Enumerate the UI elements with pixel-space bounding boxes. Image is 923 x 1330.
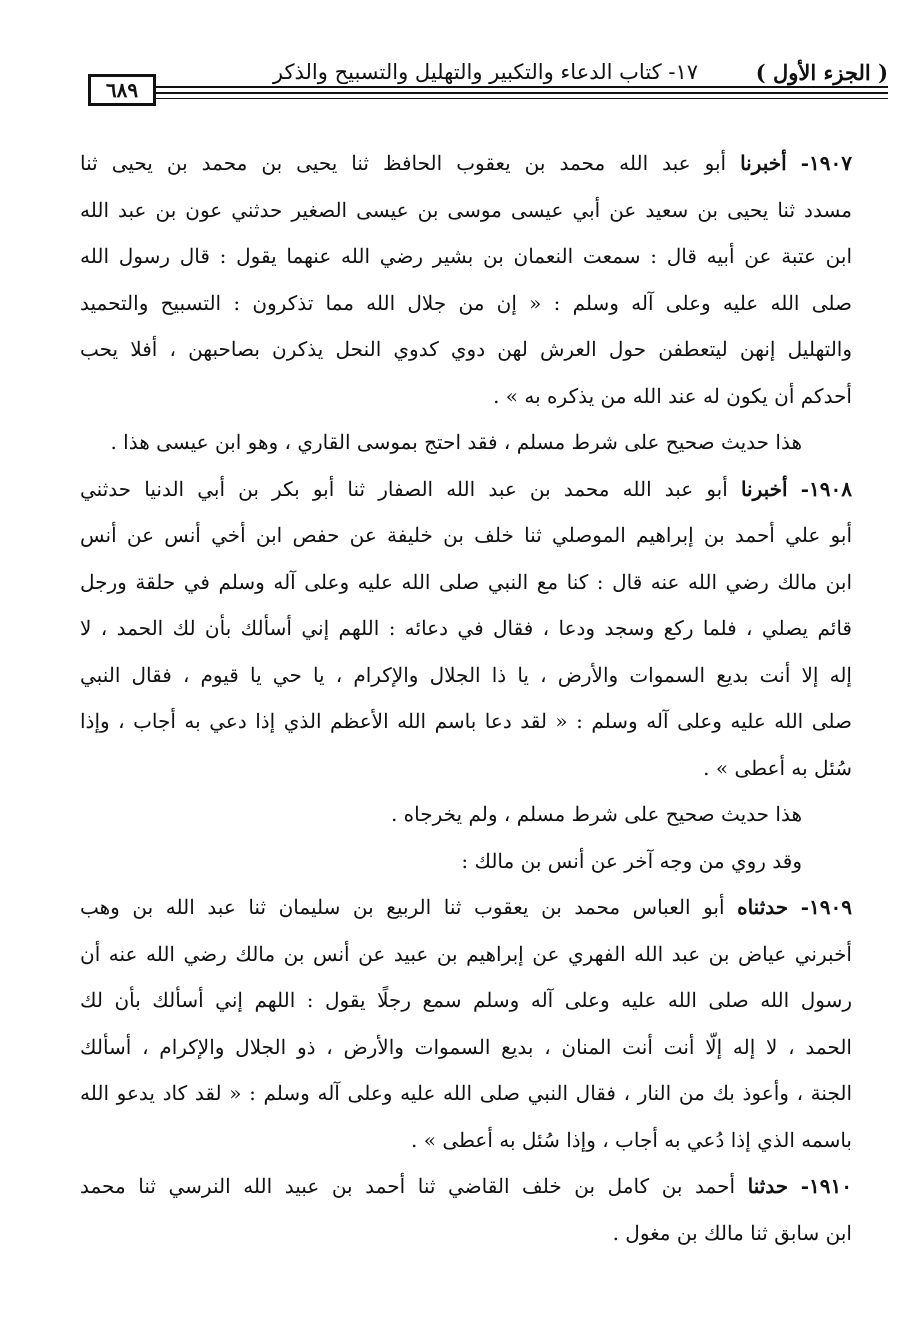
hadith-lead-word: حدثنا [747,1174,789,1198]
line-text: ابن سابق ثنا مالك بن مغول . [612,1220,852,1245]
hadith-lead-word: أخبرنا [740,151,787,175]
hadith-number: ١٩٠٧- [800,151,853,175]
text-line [80,280,852,327]
text-line [80,466,852,513]
text-line [80,140,852,187]
line-text: قائم يصلي ، فلما ركع وسجد ودعا ، فقال في دعائه : اللهم إني أسألك بأن لك الحمد ، لا [80,616,852,640]
text-line [80,187,852,234]
commentary-note: هذا حديث صحيح على شرط مسلم ، فقد احتج بموسى القاري ، وهو ابن عيسى هذا . [110,430,802,454]
line-text: أبو العباس محمد بن يعقوب ثنا الربيع بن سليمان ثنا عبد الله بن وهب [80,895,725,919]
line-text: أبو عبد الله محمد بن يعقوب الحافظ ثنا يحيى بن محمد بن يحيى ثنا [80,151,727,175]
line-text: رسول الله صلى الله عليه وعلى آله وسلم سمع رجلًا يقول : اللهم إني أسألك بأن لك [80,988,852,1012]
text-line [80,1070,852,1117]
hadith-number: ١٩٠٨- [800,476,852,501]
text-line [80,931,852,978]
text-line [80,512,852,559]
line-text: أخبرني عياض بن عبد الله الفهري عن إبراهيم بن عبيد عن أنس بن مالك رضي الله عنه أن [80,941,852,966]
line-text: والتهليل إنهن ليتعطفن حول العرش لهن دوي كدوي النحل يذكرن بصاحبهن ، أفلا يحب [80,337,853,361]
text-line [80,373,852,420]
text-line [80,1210,852,1257]
line-text: سُئل به أعطى » . [703,755,852,780]
line-text: مسدد ثنا يحيى بن سعيد عن أبي عيسى موسى بن عيسى الصغير حدثني عون بن عبد الله [80,197,852,222]
text-line [80,559,852,606]
hadith-lead-word: حدثناه [737,895,789,919]
page-header [88,58,888,118]
line-text: صلى الله عليه وعلى آله وسلم : « إن من جلال الله مما تذكرون : التسبيح والتحميد [80,290,852,315]
hadith-number: ١٩١٠- [800,1174,852,1198]
page-number: ٦٨٩ [88,74,156,106]
line-text: ابن عتبة عن أبيه قال : سمعت النعمان بن بشير رضي الله عنهما يقول : قال رسول الله [80,244,852,268]
header-rule [150,98,888,99]
volume-label: ( الجزء الأول ) [755,60,888,85]
main-text [80,140,852,1256]
text-line [80,1163,852,1210]
text-line [80,1117,852,1164]
line-text: صلى الله عليه وعلى آله وسلم : « لقد دعا باسم الله الأعظم الذي إذا دعي به أجاب ، وإذا [80,709,852,733]
commentary-note: هذا حديث صحيح على شرط مسلم ، ولم يخرجاه . [390,802,802,826]
text-line [80,698,852,745]
header-rule [150,92,888,94]
line-text: أبو عبد الله محمد بن عبد الله الصفار ثنا أبو بكر بن أبي الدنيا حدثني [80,476,728,501]
text-line [80,326,852,373]
text-line [80,233,852,280]
line-text: إله إلا أنت بديع السموات والأرض ، يا ذا الجلال والإكرام ، يا حي يا قيوم ، فقال النبي [80,662,852,687]
line-text: أحمد بن كامل بن خلف القاضي ثنا أحمد بن عبيد الله النرسي ثنا محمد [80,1174,736,1198]
text-line [80,652,852,699]
text-line [80,884,852,931]
line-text: أحدكم أن يكون له عند الله من يذكره به » . [493,383,852,408]
commentary-note: وقد روي من وجه آخر عن أنس بن مالك : [461,848,802,873]
text-line [80,605,852,652]
line-text: الجنة ، وأعوذ بك من النار ، فقال النبي صلى الله عليه وعلى آله وسلم : « لقد كاد يدعو الله [80,1081,852,1105]
header-rule [150,86,888,88]
text-line [80,1024,852,1071]
text-line [80,745,852,792]
text-line [80,977,852,1024]
line-text: الحمد ، لا إله إلّا أنت أنت المنان ، بديع السموات والأرض ، ذو الجلال والإكرام ، أسألك [80,1034,852,1059]
book-title: ١٧- كتاب الدعاء والتكبير والتهليل والتسبيح والذكر [272,60,698,84]
line-text: ابن مالك رضي الله عنه قال : كنا مع النبي صلى الله عليه وعلى آله وسلم في حلقة ورجل [80,569,852,594]
hadith-number: ١٩٠٩- [800,895,852,919]
line-text: باسمه الذي إذا دُعي به أجاب ، وإذا سُئل به أعطى » . [411,1127,852,1152]
line-text: أبو علي أحمد بن إبراهيم الموصلي ثنا خلف بن خليفة عن حفص ابن أخي أنس عن أنس [80,523,852,547]
hadith-lead-word: أخبرنا [740,476,788,501]
